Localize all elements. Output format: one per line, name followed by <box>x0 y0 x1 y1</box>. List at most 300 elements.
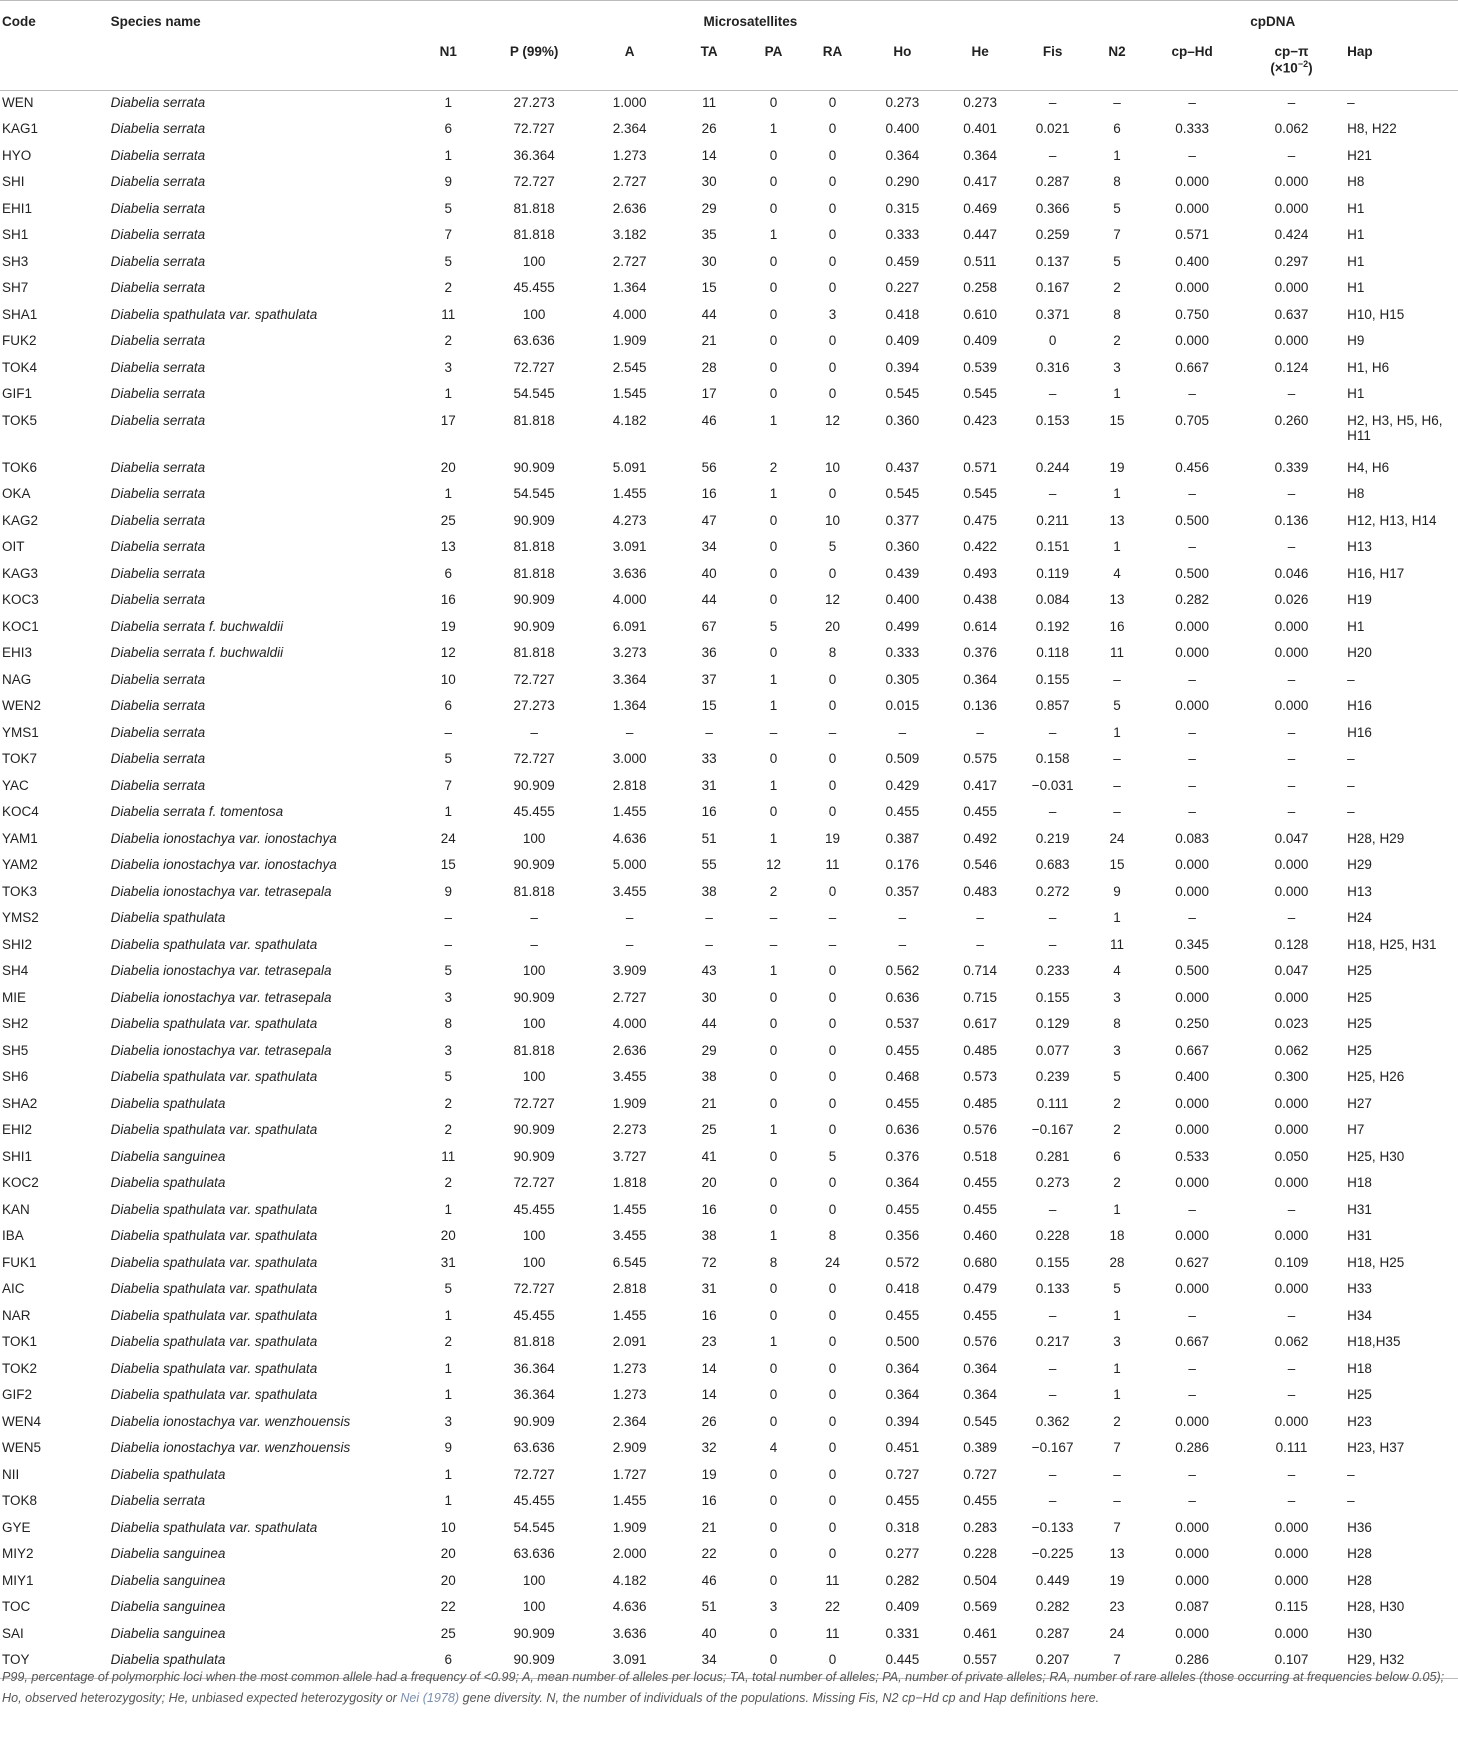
cell-species: Diabelia spathulata var. spathulata <box>110 306 318 322</box>
cell-ta: 16 <box>701 1493 717 1508</box>
cell-pa: 0 <box>769 645 778 660</box>
cell-p99: 36.364 <box>513 1387 555 1402</box>
table-row <box>0 1410 1458 1437</box>
cell-fis: 0.111 <box>1036 1095 1069 1111</box>
cell-a: 4.636 <box>612 830 647 846</box>
cell-hap: H8, H22 <box>1347 121 1397 136</box>
cell-species: Diabelia sanguinea <box>110 1625 226 1641</box>
cell-hap: H25, H30 <box>1347 1148 1405 1164</box>
table-row <box>0 1622 1458 1649</box>
cell-n1: 5 <box>444 1281 452 1296</box>
cell-he: 0.438 <box>963 592 998 607</box>
cell-hap: H9 <box>1347 333 1365 348</box>
cell-n2: 1 <box>1113 486 1121 501</box>
cell-cp-pi: – <box>1287 1493 1296 1508</box>
cell-ta: 21 <box>701 333 717 348</box>
cell-ho: 0.636 <box>885 989 920 1005</box>
cell-a: 1.545 <box>612 386 647 401</box>
cell-hap: H25 <box>1347 1042 1372 1058</box>
cell-fis: 0.228 <box>1035 1228 1070 1243</box>
cell-a: 2.636 <box>612 1042 647 1058</box>
cell-ta: 40 <box>701 565 717 581</box>
cell-cp-hd: – <box>1188 386 1196 401</box>
cell-p99: 54.545 <box>513 386 555 401</box>
cell-a: 2.909 <box>612 1440 647 1455</box>
cell-hap: H1 <box>1347 200 1365 216</box>
cell-cp-pi: 0.000 <box>1274 1281 1309 1296</box>
cell-fis: 0.281 <box>1035 1148 1070 1164</box>
cell-a: 1.909 <box>612 1095 647 1111</box>
cell-pa: 1 <box>769 671 778 687</box>
cell-he: 0.273 <box>963 95 998 110</box>
cell-species: Diabelia ionostachya var. tetrasepala <box>110 883 332 899</box>
cell-pa: 0 <box>769 1625 778 1641</box>
cell-fis: 0 <box>1048 333 1057 348</box>
cell-cp-hd: 0.000 <box>1175 1095 1210 1111</box>
cell-a: 1.818 <box>612 1175 647 1190</box>
cell-fis: 0.133 <box>1035 1281 1070 1296</box>
cell-species: Diabelia sanguinea <box>110 1148 226 1164</box>
cell-ho: 0.015 <box>885 698 920 713</box>
cell-cp-pi: 0.109 <box>1274 1254 1309 1270</box>
cell-n1: 6 <box>444 698 452 713</box>
cell-ra: 0 <box>828 1201 837 1217</box>
cell-n1: 3 <box>444 1042 452 1058</box>
table-row <box>0 329 1458 356</box>
cell-ta: 40 <box>701 1625 717 1641</box>
cell-ta: 19 <box>701 1466 717 1482</box>
cell-cp-hd: 0.286 <box>1175 1440 1210 1455</box>
table-footnote <box>2 1667 1452 1709</box>
cell-ho: 0.387 <box>885 830 920 846</box>
cell-ta: 17 <box>701 386 717 401</box>
cell-cp-hd: 0.000 <box>1175 1519 1210 1535</box>
cell-cp-hd: – <box>1188 539 1196 554</box>
cell-ta: 29 <box>701 200 717 216</box>
cell-n2: 3 <box>1113 1042 1121 1058</box>
cell-pa: – <box>769 936 778 952</box>
cell-he: 0.389 <box>963 1440 998 1455</box>
cell-ta: 41 <box>701 1148 717 1164</box>
cell-p99: 45.455 <box>513 804 555 819</box>
cell-species: Diabelia serrata <box>110 777 206 793</box>
cell-ta: 30 <box>701 989 717 1005</box>
cell-code: SAI <box>2 1625 24 1641</box>
table-row <box>0 1569 1458 1596</box>
cell-he: 0.680 <box>963 1254 998 1270</box>
cell-species: Diabelia serrata <box>110 512 206 528</box>
cell-hap: – <box>1347 751 1355 766</box>
cell-species: Diabelia ionostachya var. ionostachya <box>110 830 337 846</box>
cell-p99: 72.727 <box>513 671 555 687</box>
cell-p99: 100 <box>522 306 546 322</box>
cell-ra: 0 <box>828 751 837 766</box>
cell-ta: 55 <box>701 857 717 872</box>
footnote-reference-link[interactable]: Nei (1978) <box>400 1691 460 1705</box>
cell-n2: 19 <box>1109 459 1125 475</box>
cell-he: 0.539 <box>963 359 998 375</box>
cell-code: IBA <box>2 1228 24 1243</box>
cell-n1: 5 <box>444 1069 452 1084</box>
cell-p99: 72.727 <box>513 121 555 136</box>
cell-ra: 12 <box>825 592 841 607</box>
cell-n1: 17 <box>440 412 456 428</box>
cell-species: Diabelia serrata <box>110 1493 206 1508</box>
cell-p99: 90.909 <box>513 512 555 528</box>
cell-he: 0.545 <box>963 386 998 401</box>
cell-a: – <box>625 936 634 952</box>
cell-pa: 0 <box>769 1069 778 1084</box>
cell-p99: 90.909 <box>513 1122 555 1137</box>
cell-hap: H8 <box>1347 486 1365 501</box>
cell-a: 1.909 <box>612 333 647 348</box>
cell-a: 3.455 <box>612 1069 647 1084</box>
table-row <box>0 1065 1458 1092</box>
cell-species: Diabelia ionostachya var. wenzhouensis <box>110 1440 351 1455</box>
cell-ho: 0.333 <box>885 645 920 660</box>
cell-hap: H1 <box>1347 227 1365 242</box>
table-row <box>0 1383 1458 1410</box>
cell-fis: 0.167 <box>1035 280 1070 295</box>
cell-n1: 16 <box>440 592 456 607</box>
cell-pa: 1 <box>769 412 778 428</box>
cell-fis: 0.137 <box>1035 253 1070 269</box>
cell-pa: 0 <box>769 592 778 607</box>
cell-species: Diabelia serrata <box>110 724 206 740</box>
cell-n2: 3 <box>1113 989 1121 1005</box>
cell-pa: – <box>769 910 778 925</box>
table-row <box>0 986 1458 1013</box>
cell-species: Diabelia spathulata var. spathulata <box>110 1360 318 1376</box>
table-row <box>0 1118 1458 1145</box>
table-row <box>0 641 1458 668</box>
cell-n1: 6 <box>413 1648 483 1678</box>
cell-ra: 0 <box>828 1440 837 1455</box>
cell-cp-hd: 0.286 <box>1147 1648 1238 1678</box>
cell-species: Diabelia serrata <box>110 459 206 475</box>
cell-cp-hd: 0.000 <box>1175 1122 1210 1137</box>
cell-pa: 0 <box>769 1281 778 1296</box>
cell-cp-pi: 0.000 <box>1274 1175 1309 1190</box>
cell-hap: H33 <box>1347 1281 1372 1296</box>
cell-ho: 0.537 <box>885 1016 920 1031</box>
cell-n1: 6 <box>444 121 452 136</box>
cell-ta: 23 <box>701 1334 717 1349</box>
cell-n2: 13 <box>1109 1546 1125 1561</box>
cell-hap: H31 <box>1347 1201 1372 1217</box>
header-cp-pi-label: cp−π <box>1274 44 1309 59</box>
cell-pa: 0 <box>769 512 778 528</box>
cell-ra: 0 <box>828 1281 837 1296</box>
cell-he: 0.422 <box>963 539 998 554</box>
cell-a: 2.545 <box>612 359 647 375</box>
cell-p99: – <box>530 724 538 740</box>
cell-ho: 0.376 <box>885 1148 920 1164</box>
cell-species: Diabelia spathulata var. spathulata <box>110 1307 318 1323</box>
cell-fis: 0.282 <box>1035 1599 1070 1614</box>
cell-a: 2.727 <box>612 253 647 269</box>
cell-he: 0.455 <box>963 1201 998 1217</box>
cell-a: 3.091 <box>585 1648 674 1678</box>
cell-cp-hd: 0.000 <box>1175 1413 1210 1429</box>
cell-cp-pi: – <box>1287 486 1296 501</box>
cell-cp-pi: 0.000 <box>1274 280 1309 295</box>
cell-cp-hd: – <box>1188 1201 1196 1217</box>
cell-ho: 0.455 <box>885 1201 920 1217</box>
cell-ra: 19 <box>825 830 841 846</box>
cell-he: 0.483 <box>963 883 998 899</box>
cell-ra: 0 <box>828 227 837 242</box>
table-row <box>0 117 1458 144</box>
cell-ta: 22 <box>701 1546 717 1561</box>
cell-p99: 81.818 <box>513 1334 555 1349</box>
cell-n1: 19 <box>440 618 456 634</box>
cell-he: 0.569 <box>963 1599 998 1614</box>
table-row <box>0 721 1458 748</box>
cell-fis: 0.449 <box>1035 1572 1070 1588</box>
cell-a: 2.091 <box>612 1334 647 1349</box>
cell-code: EHI3 <box>2 645 33 660</box>
cell-pa: 3 <box>769 1599 778 1614</box>
cell-he: 0.571 <box>963 459 998 475</box>
cell-p99: 72.727 <box>513 1466 555 1482</box>
cell-fis: −0.167 <box>1031 1122 1074 1137</box>
table-row <box>0 853 1458 880</box>
cell-n2: – <box>1113 1493 1121 1508</box>
header-cp-pi-exp: −2 <box>1297 59 1309 69</box>
cell-fis: – <box>1048 1493 1057 1508</box>
cell-ta: 26 <box>701 121 717 136</box>
cell-ho: 0.277 <box>885 1546 920 1561</box>
cell-hap: H1 <box>1347 253 1365 269</box>
cell-ra: 0 <box>828 95 837 110</box>
cell-cp-pi: 0.000 <box>1274 1572 1309 1588</box>
cell-p99: 72.727 <box>513 751 555 766</box>
cell-cp-pi: 0.000 <box>1274 645 1309 660</box>
cell-n1: 1 <box>444 386 452 401</box>
cell-cp-pi: 0.260 <box>1274 412 1309 428</box>
cell-n1: 2 <box>444 1095 452 1111</box>
cell-n1: 3 <box>444 1413 452 1429</box>
cell-code: SHI1 <box>2 1148 33 1164</box>
cell-fis: – <box>1048 147 1057 163</box>
cell-ta: 30 <box>701 174 717 189</box>
cell-pa: 0 <box>769 1307 778 1323</box>
table-row <box>0 1436 1458 1463</box>
table-row <box>0 588 1458 615</box>
cell-species: Diabelia ionostachya var. tetrasepala <box>110 963 332 978</box>
cell-p99: 90.909 <box>513 592 555 607</box>
table-row <box>0 1171 1458 1198</box>
table-row <box>0 615 1458 642</box>
cell-code: SH4 <box>2 963 29 978</box>
cell-pa: 1 <box>769 777 778 793</box>
cell-fis: 0.287 <box>1035 174 1070 189</box>
cell-ra: 0 <box>828 359 837 375</box>
cell-ta: 14 <box>701 1360 717 1376</box>
header-p99: P (99%) <box>483 44 585 91</box>
cell-ta: – <box>705 724 713 740</box>
cell-a: 3.909 <box>612 963 647 978</box>
cell-n1: 31 <box>440 1254 456 1270</box>
cell-cp-pi: 0.300 <box>1274 1069 1309 1084</box>
cell-ra: 0 <box>828 386 837 401</box>
cell-species: Diabelia serrata <box>110 386 206 401</box>
cell-he: 0.617 <box>963 1016 998 1031</box>
cell-hap: – <box>1347 777 1355 793</box>
cell-cp-pi: 0.000 <box>1274 1519 1309 1535</box>
cell-ho: – <box>898 910 907 925</box>
cell-pa: 0 <box>769 751 778 766</box>
table-row <box>0 303 1458 330</box>
cell-n2: 1 <box>1113 1360 1121 1376</box>
cell-pa: 1 <box>769 486 778 501</box>
cell-he: 0.469 <box>963 200 998 216</box>
header-cp-pi <box>1238 44 1345 91</box>
header-cp-pi-close: ) <box>1308 60 1313 76</box>
cell-he: 0.461 <box>963 1625 998 1641</box>
cell-ho: 0.437 <box>885 459 920 475</box>
table-row <box>0 197 1458 224</box>
cell-code: NII <box>2 1466 20 1482</box>
cell-ra: 12 <box>825 412 841 428</box>
cell-hap: H18, H25 <box>1347 1254 1405 1270</box>
table-row <box>0 170 1458 197</box>
cell-a: 2.000 <box>612 1546 647 1561</box>
cell-cp-hd: – <box>1188 1493 1196 1508</box>
cell-code: OKA <box>2 486 31 501</box>
cell-ra: 0 <box>828 280 837 295</box>
cell-p99: 27.273 <box>513 698 555 713</box>
cell-species: Diabelia serrata <box>110 412 206 428</box>
cell-cp-hd: – <box>1188 777 1196 793</box>
cell-n2: 1 <box>1113 1201 1121 1217</box>
cell-code: HYO <box>2 147 32 163</box>
cell-ho: 0.418 <box>885 306 920 322</box>
cell-n1: 15 <box>440 857 456 872</box>
cell-p99: 72.727 <box>513 1175 555 1190</box>
cell-ra: 0 <box>828 486 837 501</box>
header-cp-hd: cp–Hd <box>1147 44 1238 91</box>
cell-ra: 0 <box>828 1016 837 1031</box>
cell-ta: 44 <box>701 592 717 607</box>
cell-n2: 3 <box>1113 1334 1121 1349</box>
cell-a: 1.273 <box>612 1387 647 1402</box>
cell-n1: 8 <box>444 1016 452 1031</box>
cell-cp-pi: – <box>1287 1307 1296 1323</box>
cell-ho: 0.356 <box>885 1228 920 1243</box>
cell-species: Diabelia serrata f. buchwaldii <box>110 618 284 634</box>
cell-he: 0.479 <box>963 1281 998 1296</box>
cell-n2: 7 <box>1088 1648 1147 1678</box>
cell-p99: 54.545 <box>513 1519 555 1535</box>
cell-hap: H25 <box>1347 1387 1372 1402</box>
cell-ta: 72 <box>701 1254 717 1270</box>
cell-pa: 0 <box>769 1493 778 1508</box>
table-row <box>0 1198 1458 1225</box>
cell-code: KOC3 <box>2 592 39 607</box>
cell-cp-hd: 0.533 <box>1175 1148 1210 1164</box>
cell-ra: 0 <box>828 1175 837 1190</box>
cell-hap: H16 <box>1347 724 1372 740</box>
cell-ta: 43 <box>701 963 717 978</box>
cell-he: 0.475 <box>963 512 998 528</box>
cell-ta: 34 <box>701 539 717 554</box>
cell-a: 1.273 <box>612 147 647 163</box>
cell-ho: 0.429 <box>885 777 920 793</box>
cell-cp-hd: 0.705 <box>1175 412 1210 428</box>
cell-fis: −0.133 <box>1031 1519 1074 1535</box>
cell-n2: 4 <box>1113 565 1121 581</box>
cell-p99: 81.818 <box>513 645 555 660</box>
cell-cp-pi: 0.000 <box>1274 857 1309 872</box>
cell-a: 1.727 <box>612 1466 647 1482</box>
cell-n1: 1 <box>444 1307 452 1323</box>
cell-fis: 0.077 <box>1035 1042 1070 1058</box>
cell-species: Diabelia spathulata var. spathulata <box>110 1281 318 1296</box>
cell-pa: 2 <box>769 883 778 899</box>
table-row <box>0 1304 1458 1331</box>
cell-fis: 0.084 <box>1035 592 1070 607</box>
cell-pa: 0 <box>769 280 778 295</box>
cell-cp-hd: 0.000 <box>1175 200 1210 216</box>
cell-ra: 0 <box>828 253 837 269</box>
cell-ra: 0 <box>828 121 837 136</box>
cell-n2: 23 <box>1109 1599 1125 1614</box>
cell-p99: – <box>530 910 538 925</box>
cell-p99: 81.818 <box>513 227 555 242</box>
cell-p99: 72.727 <box>513 359 555 375</box>
cell-cp-hd: 0.000 <box>1175 1572 1210 1588</box>
cell-ta: 15 <box>701 280 717 295</box>
cell-cp-hd: 0.571 <box>1175 227 1210 242</box>
cell-pa: – <box>769 724 778 740</box>
cell-hap: H12, H13, H14 <box>1347 512 1437 528</box>
cell-n2: 2 <box>1113 1175 1121 1190</box>
cell-he: – <box>976 910 984 925</box>
cell-n1: – <box>444 910 452 925</box>
cell-ra: 0 <box>828 1493 837 1508</box>
cell-species: Diabelia ionostachya var. tetrasepala <box>110 1042 332 1058</box>
cell-fis: 0.155 <box>1035 1254 1070 1270</box>
cell-ho: 0.364 <box>885 1360 920 1376</box>
cell-n2: – <box>1113 751 1121 766</box>
cell-ta: 46 <box>701 1572 717 1588</box>
cell-p99: 90.909 <box>513 857 555 872</box>
cell-fis: 0.371 <box>1035 306 1070 322</box>
cell-cp-hd: 0.000 <box>1175 645 1210 660</box>
cell-n1: 12 <box>440 645 456 660</box>
cell-n2: 4 <box>1113 963 1121 978</box>
cell-ra: 0 <box>828 963 837 978</box>
table-row <box>0 91 1458 118</box>
cell-hap: H2, H3, H5, H6, H11 <box>1347 412 1443 443</box>
cell-hap: H18, H25, H31 <box>1347 936 1437 952</box>
cell-hap: H8 <box>1347 174 1365 189</box>
cell-pa: 0 <box>769 174 778 189</box>
cell-cp-pi: 0.107 <box>1238 1648 1345 1678</box>
cell-he: 0.376 <box>963 645 998 660</box>
cell-he: 0.364 <box>963 1360 998 1376</box>
cell-cp-hd: 0.500 <box>1175 565 1210 581</box>
cell-pa: 1 <box>769 1122 778 1137</box>
table-row <box>0 456 1458 483</box>
cell-cp-hd: 0.250 <box>1175 1016 1210 1031</box>
cell-p99: 72.727 <box>513 1095 555 1111</box>
cell-fis: 0.155 <box>1035 989 1070 1005</box>
cell-pa: 0 <box>769 804 778 819</box>
cell-ta: 67 <box>701 618 717 634</box>
